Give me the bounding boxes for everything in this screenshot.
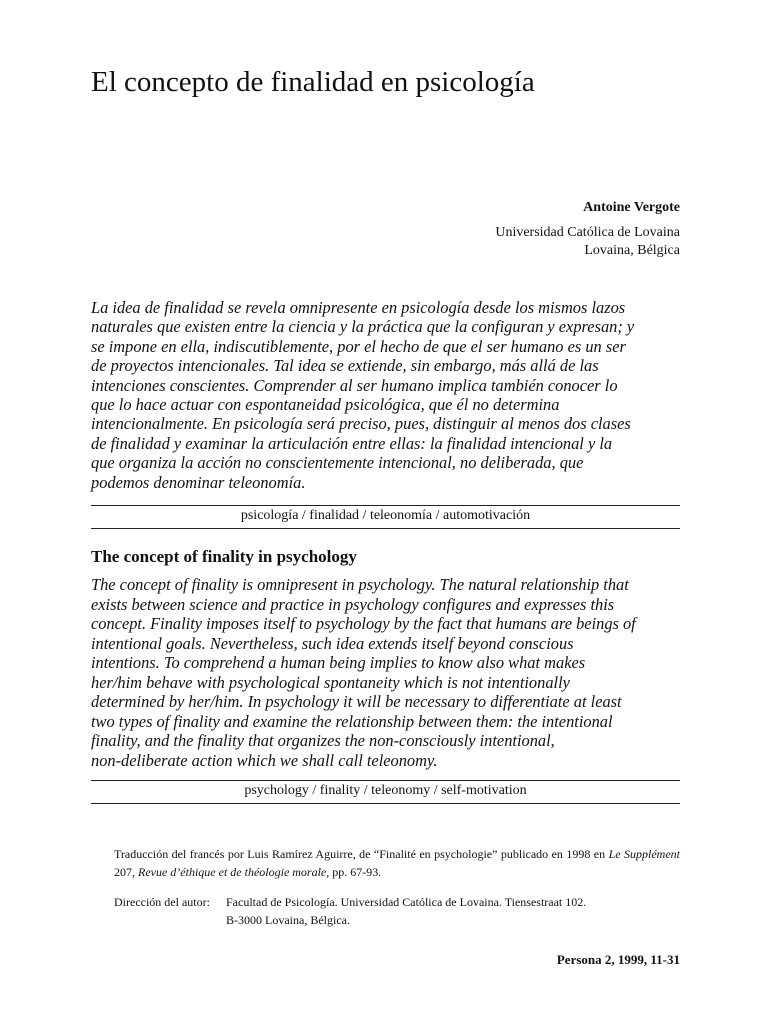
abstract-line: de finalidad y examinar la articulación entre ellas: la finalidad intencional y la — [91, 433, 613, 453]
translation-note — [114, 845, 680, 881]
abstract-line: de proyectos intencionales. Tal idea se extiende, sin embargo, más allá de las — [91, 356, 599, 376]
abstract-line: determined by her/him. In psychology it will be necessary to differentiate at least — [91, 692, 622, 711]
divider-rule — [91, 528, 680, 529]
abstract-line: se impone en ella, indiscutiblemente, por el hecho de que el ser humano es un ser — [91, 336, 626, 356]
abstract-line: exists between science and practice in psychology configures and expresses this — [91, 594, 615, 614]
address-row — [114, 893, 680, 911]
abstract-line: naturales que existen entre la ciencia y la práctica que la configuran y expresan; y — [91, 317, 635, 337]
abstract-line: The concept of finality is omnipresent in psychology. The natural relationship that — [91, 575, 629, 594]
author-address — [114, 893, 680, 929]
abstract-line: finality, and the finality that organizes the non-consciously intentional, — [91, 731, 555, 750]
address-line: B-3000 Lovaina, Bélgica. — [226, 913, 350, 927]
abstract-line: podemos denominar teleonomía. — [91, 472, 306, 492]
author-block — [280, 198, 680, 260]
translation-text: Traducción del francés por Luis Ramírez Aguirre, de “Finalité en psychologie” publicado en 1998 en — [114, 847, 606, 861]
keywords-english: psychology / finality / teleonomy / self-motivation — [244, 783, 527, 798]
abstract-spanish — [91, 298, 680, 492]
journal-citation: Persona 2, 1999, 11-31 — [556, 952, 680, 967]
journal-name: Le Supplément — [608, 847, 680, 861]
abstract-line: que organiza la acción no conscientemente intencional, no deliberada, que — [91, 453, 584, 473]
author-affiliation — [280, 224, 680, 260]
abstract-english — [91, 575, 680, 770]
abstract-line: non-deliberate action which we shall call teleonomy. — [91, 750, 438, 770]
abstract-line: concept. Finality imposes itself to psychology by the fact that humans are beings of — [91, 614, 636, 633]
abstract-line: La idea de finalidad se revela omnipresente en psicología desde los mismos lazos — [91, 298, 626, 317]
abstract-line: intenciones conscientes. Comprender al ser humano implica también conocer lo — [91, 375, 618, 395]
author-name: Antoine Vergote — [583, 200, 680, 215]
divider-rule — [91, 780, 680, 781]
journal-name: Revue d’éthique et de théologie morale, — [138, 865, 330, 879]
abstract-line: intentions. To comprehend a human being implies to know also what makes — [91, 653, 586, 672]
translation-text: 207, — [114, 865, 138, 879]
abstract-line: que lo hace actuar con espontaneidad psicológica, que él no determina — [91, 395, 560, 415]
english-title: The concept of finality in psychology — [91, 547, 357, 566]
abstract-line: intentional goals. Nevertheless, such idea extends itself beyond conscious — [91, 633, 574, 653]
address-label: Dirección del autor: — [114, 895, 210, 909]
divider-rule — [91, 803, 680, 804]
affiliation-line: Universidad Católica de Lovaina — [495, 225, 680, 240]
address-label-spacer — [114, 911, 226, 929]
abstract-line: two types of finality and examine the relationship between them: the intentional — [91, 711, 613, 731]
abstract-line: intencionalmente. En psicología será preciso, pues, distinguir al menos dos clases — [91, 414, 631, 434]
affiliation-line: Lovaina, Bélgica — [584, 243, 680, 258]
keywords-spanish: psicología / finalidad / teleonomía / automotivación — [240, 508, 531, 523]
translation-text: pp. 67-93. — [329, 865, 382, 879]
abstract-line: her/him behave with psychological spontaneity which is not intentionally — [91, 672, 570, 692]
address-row — [114, 911, 680, 929]
paper-title: El concepto de finalidad en psicología — [91, 66, 535, 98]
divider-rule — [91, 505, 680, 506]
address-line: Facultad de Psicología. Universidad Católica de Lovaina. Tiensestraat 102. — [226, 895, 587, 909]
